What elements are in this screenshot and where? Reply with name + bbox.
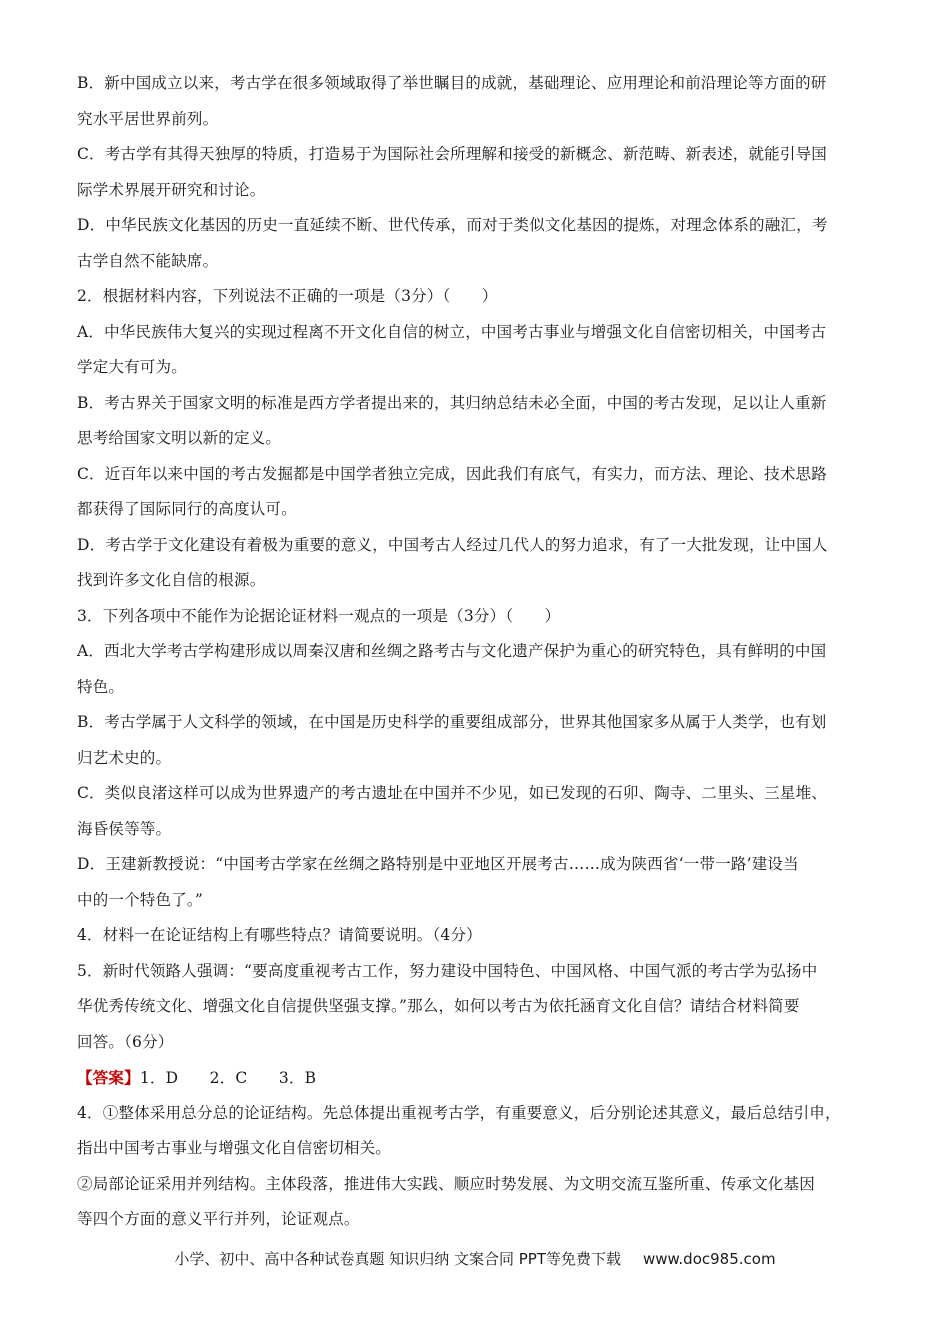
text-line	[77, 918, 877, 954]
line-text: 4．材料一在论证结构上有哪些特点？请简要说明。（4分）	[77, 926, 482, 944]
text-line	[77, 457, 877, 493]
footer-site-link[interactable]: www.doc985.com	[642, 1250, 776, 1268]
line-text: 1．D 2．C 3．B	[139, 1069, 317, 1087]
text-line	[77, 741, 877, 777]
text-line	[77, 812, 877, 848]
line-text: A．中华民族伟大复兴的实现过程离不开文化自信的树立，中国考古事业与增强文化自信密切相关，中国考古	[77, 322, 827, 341]
line-text: 5．新时代领路人强调：“要高度重视考古工作，努力建设中国特色、中国风格、中国气派的考古学为弘扬中	[77, 961, 818, 980]
text-line	[77, 1060, 877, 1096]
text-line	[77, 634, 877, 670]
line-text: 学定大有可为。	[77, 358, 187, 376]
line-text: 都获得了国际同行的高度认可。	[77, 500, 297, 518]
line-text: 4．①整体采用总分总的论证结构。先总体提出重视考古学，有重要意义，后分别论述其意义，最后总结引申，	[77, 1103, 841, 1122]
line-text: 际学术界展开研究和讨论。	[77, 180, 266, 199]
line-text: 华优秀传统文化、增强文化自信提供坚强支撑。”那么，如何以考古为依托涵育文化自信？请结合材料简要	[77, 997, 800, 1015]
line-text: D．王建新教授说：“中国考古学家在丝绸之路特别是中亚地区开展考古……成为陕西省‘一带一路’建设当	[77, 855, 799, 873]
text-line	[77, 386, 877, 422]
text-line	[77, 244, 877, 280]
text-line	[77, 528, 877, 564]
line-text: C．考古学有其得天独厚的特质，打造易于为国际社会所理解和接受的新概念、新范畴、新表述，就能引导国	[77, 145, 827, 163]
line-text: 3．下列各项中不能作为论据论证材料一观点的一项是（3分）（ ）	[77, 606, 561, 625]
text-line	[77, 599, 877, 635]
line-text: 回答。（6分）	[77, 1032, 174, 1051]
text-line	[77, 563, 877, 599]
line-text: 归艺术史的。	[77, 748, 172, 767]
document-body	[77, 66, 877, 1238]
text-line	[77, 776, 877, 812]
line-text: C．近百年以来中国的考古发掘都是中国学者独立完成，因此我们有底气，有实力，而方法、理论、技术思路	[77, 464, 827, 483]
text-line	[77, 279, 877, 315]
footer-text: 小学、初中、高中各种试卷真题 知识归纳 文案合同 PPT等免费下载	[174, 1250, 621, 1268]
text-line	[77, 847, 877, 883]
text-line	[77, 208, 877, 244]
line-text: 海昏侯等等。	[77, 819, 172, 838]
line-text: 指出中国考古事业与增强文化自信密切相关。	[77, 1139, 392, 1157]
text-line	[77, 173, 877, 209]
line-text: 古学自然不能缺席。	[77, 251, 219, 270]
text-line	[77, 315, 877, 351]
text-line	[77, 350, 877, 386]
line-text: A．西北大学考古学构建形成以周秦汉唐和丝绸之路考古与文化遗产保护为重心的研究特色，具有鲜明的中国	[77, 642, 827, 660]
line-text: 找到许多文化自信的根源。	[77, 571, 266, 589]
text-line	[77, 492, 877, 528]
line-text: 等四个方面的意义平行并列，论证观点。	[77, 1210, 360, 1228]
line-text: 究水平居世界前列。	[77, 109, 219, 128]
text-line	[77, 1131, 877, 1167]
text-line	[77, 705, 877, 741]
text-line	[77, 1025, 877, 1061]
text-line	[77, 102, 877, 138]
text-line	[77, 66, 877, 102]
text-line	[77, 883, 877, 919]
line-text: B．考古界关于国家文明的标准是西方学者提出来的，其归纳总结未必全面，中国的考古发现，足以让人重新	[77, 393, 827, 412]
answer-label: 【答案】	[77, 1068, 140, 1087]
line-text: D．中华民族文化基因的历史一直延续不断、世代传承，而对于类似文化基因的提炼，对理念体系的融汇，考	[77, 216, 828, 234]
text-line	[77, 1202, 877, 1238]
line-text: 2．根据材料内容，下列说法不正确的一项是（3分）（ ）	[77, 287, 498, 305]
line-text: 思考给国家文明以新的定义。	[77, 429, 282, 447]
text-line	[77, 670, 877, 706]
text-line	[77, 421, 877, 457]
line-text: C．类似良渚这样可以成为世界遗产的考古遗址在中国并不少见，如已发现的石卯、陶寺、二里头、三星堆、	[77, 784, 827, 802]
text-line	[77, 1167, 877, 1203]
line-text: 中的一个特色了。”	[77, 890, 203, 909]
line-text: B．新中国成立以来，考古学在很多领域取得了举世瞩目的成就，基础理论、应用理论和前沿理论等方面的研	[77, 74, 827, 92]
line-text: ②局部论证采用并列结构。主体段落，推进伟大实践、顺应时势发展、为文明交流互鉴所重、传承文化基因	[77, 1174, 815, 1193]
line-text: B．考古学属于人文科学的领域，在中国是历史科学的重要组成部分，世界其他国家多从属于人类学，也有划	[77, 713, 827, 731]
line-text: D．考古学于文化建设有着极为重要的意义，中国考古人经过几代人的努力追求，有了一大批发现，让中国人	[77, 535, 828, 554]
text-line	[77, 137, 877, 173]
page-footer	[0, 1248, 950, 1269]
text-line	[77, 954, 877, 990]
text-line	[77, 989, 877, 1025]
text-line	[77, 1096, 877, 1132]
line-text: 特色。	[77, 677, 125, 696]
